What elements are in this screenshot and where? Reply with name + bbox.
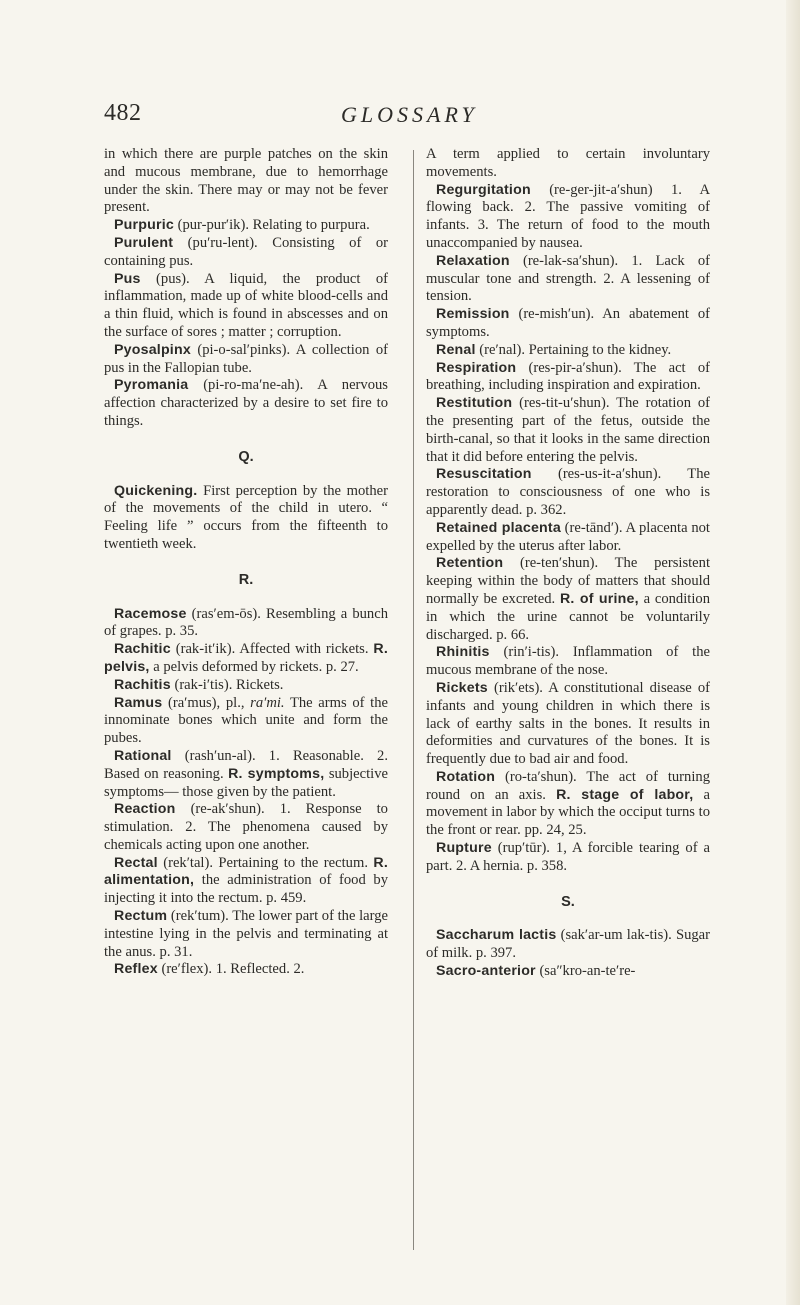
term: Rectum: [114, 908, 168, 925]
glossary-entry-racemose: Racemose (ras′em-ōs). Resembling a bunch of grapes. p. 35.: [104, 605, 388, 640]
term: Respiration: [436, 359, 517, 376]
glossary-entry-renal: Renal (re′nal). Pertaining to the kidney.: [436, 341, 672, 358]
term: Reaction: [114, 801, 176, 818]
glossary-entry-purulent: Purulent (pu′ru-lent). Consisting of or containing pus.: [104, 234, 388, 269]
glossary-entry-respiration: Respiration (res-pir-a′shun). The act of breathing, including inspiration and expiration.: [426, 359, 710, 394]
glossary-entry-reflex-continuation: A term applied to certain involuntary movements.: [426, 146, 710, 180]
glossary-entry-rupture: Rupture (rup′tūr). 1, A forcible tearing of a part. 2. A hernia. p. 358.: [426, 840, 710, 874]
glossary-entry-rational: Rational (rash′un-al). 1. Reasonable. 2. Based on reasoning. R. symptoms, subjective symptoms— those given by the patient.: [104, 747, 388, 800]
glossary-entry-purpuric: Purpuric (pur-pur′ik). Relating to purpura.: [114, 217, 370, 234]
subterm: R. alimentation,: [104, 854, 388, 889]
glossary-entry-restitution: Restitution (res-tit-u′shun). The rotation of the presenting part of the fetus, outside the birth-canal, so that it looks in the same direction that it did before entering the pelvis.: [426, 395, 710, 465]
term: Retention: [436, 555, 504, 572]
term: Ramus: [114, 694, 163, 711]
term: Saccharum lactis: [436, 927, 557, 944]
section-heading-r: R.: [238, 571, 254, 588]
term: Rectal: [114, 854, 158, 871]
column-divider: [413, 150, 414, 1250]
page-number: 482: [104, 100, 142, 126]
glossary-entry-rotation: Rotation (ro-ta′shun). The act of turning round on an axis. R. stage of labor, a movement in labor by which the occiput turns to the front or rear. pp. 24, 25.: [426, 768, 710, 839]
glossary-entry-reflex: Reflex (re′flex). 1. Reflected. 2.: [114, 961, 305, 978]
term: Relaxation: [436, 252, 510, 269]
glossary-entry-ramus: Ramus (ra′mus), pl., ra′mi. The arms of the innominate bones which unite and form the pubes.: [104, 694, 388, 747]
glossary-entry-regurgitation: Regurgitation (re-ger-jit-a′shun) 1. A flowing back. 2. The passive vomiting of infants. 3. The return of food to the mouth unaccompanied by nausea.: [426, 181, 710, 251]
term: Rhinitis: [436, 644, 490, 661]
plural-form: ra′mi.: [250, 694, 285, 711]
section-heading-s: S.: [561, 893, 575, 910]
glossary-entry-relaxation: Relaxation (re-lak-sa′shun). 1. Lack of muscular tone and strength. 2. A lessening of tension.: [426, 252, 710, 305]
glossary-entry-rectum: Rectum (rek′tum). The lower part of the large intestine lying in the pelvis and terminating at the anus. p. 31.: [104, 908, 388, 960]
term: Regurgitation: [436, 181, 531, 198]
glossary-entry-pus: Pus (pus). A liquid, the product of inflammation, made up of white blood-cells and a thin fluid, which is found in abscesses and on the surface of sores ; matter ; corruption.: [104, 270, 388, 340]
glossary-entry-rachitic: Rachitic (rak-it′ik). Affected with rickets. R. pelvis, a pelvis deformed by rickets. p. 27.: [104, 641, 388, 675]
glossary-entry-saccharum-lactis: Saccharum lactis (sak′ar-um lak-tis). Sugar of milk. p. 397.: [426, 927, 710, 962]
term: Rotation: [436, 768, 496, 785]
subterm: R. symptoms,: [228, 765, 325, 782]
term: Rational: [114, 747, 172, 764]
glossary-entry-rickets: Rickets (rik′ets). A constitutional disease of infants and young children in which there is lack of earthy salts in the bones. It results in deformities and curvatures of the bones. It is frequently due to bad air and food.: [426, 679, 710, 768]
right-column: [426, 146, 710, 981]
term: Quickening.: [114, 482, 198, 499]
term: Purpuric: [114, 217, 174, 234]
subterm: R. stage of labor,: [556, 786, 694, 803]
term: Racemose: [114, 605, 187, 622]
glossary-entry-retained-placenta: Retained placenta (re-tānd′). A placenta not expelled by the uterus after labor.: [426, 519, 710, 554]
term: Restitution: [436, 395, 513, 412]
glossary-entry-reaction: Reaction (re-ak′shun). 1. Response to stimulation. 2. The phenomena caused by chemicals acting upon one another.: [104, 801, 388, 853]
term: Rachitis: [114, 676, 171, 693]
glossary-entry-rectal: Rectal (rek′tal). Pertaining to the rectum. R. alimentation, the administration of food by injecting it into the rectum. p. 459.: [104, 854, 388, 907]
glossary-entry-remission: Remission (re-mish′un). An abatement of symptoms.: [426, 306, 710, 340]
subterm: R. of urine,: [559, 590, 639, 607]
term: Rickets: [436, 679, 488, 696]
left-column: [104, 146, 388, 979]
term: Renal: [436, 341, 476, 358]
term: Rachitic: [114, 641, 171, 658]
term: Remission: [436, 306, 510, 323]
term: Rupture: [436, 840, 492, 857]
glossary-entry-rhinitis: Rhinitis (rin′i-tis). Inflammation of the mucous membrane of the nose.: [426, 644, 710, 679]
glossary-entry-quickening: Quickening. First perception by the mother of the movements of the child in utero. “ Feeling life ” occurs from the fifteenth to twentieth week.: [104, 482, 388, 552]
glossary-entry-pyosalpinx: Pyosalpinx (pi-o-sal′pinks). A collection of pus in the Fallopian tube.: [104, 341, 388, 376]
running-title: GLOSSARY: [341, 102, 478, 127]
term: Pyosalpinx: [114, 341, 191, 358]
glossary-entry-retention: Retention (re-ten′shun). The persistent keeping within the body of matters that should normally be excreted. R. of urine, a condition in which the urine cannot be voluntarily discharged. p. 66.: [426, 555, 711, 643]
term: Pyromania: [114, 377, 189, 394]
term: Retained placenta: [436, 519, 561, 536]
term: Purulent: [114, 234, 174, 251]
section-heading-q: Q.: [238, 448, 254, 465]
page-edge-shadow: [786, 0, 800, 1305]
glossary-entry-sacro-anterior: Sacro-anterior (sa″kro-an-te′re-: [436, 963, 636, 980]
subterm: R. pelvis,: [104, 641, 388, 675]
glossary-entry-rachitis: Rachitis (rak-i′tis). Rickets.: [114, 676, 284, 693]
glossary-entry-pyromania: Pyromania (pi-ro-ma′ne-ah). A nervous affection characterized by a desire to set fire to things.: [104, 377, 388, 429]
glossary-entry-purpura-continuation: in which there are purple patches on the skin and mucous membrane, due to hemorrhage under the skin. There may or may not be fever present.: [104, 146, 388, 216]
term: Pus: [114, 270, 141, 287]
term: Resuscitation: [436, 466, 532, 483]
glossary-entry-resuscitation: Resuscitation (res-us-it-a′shun). The restoration to consciousness of one who is apparently dead. p. 362.: [426, 466, 710, 518]
term: Reflex: [114, 961, 158, 978]
term: Sacro-anterior: [436, 963, 536, 980]
page-header: [104, 100, 708, 136]
